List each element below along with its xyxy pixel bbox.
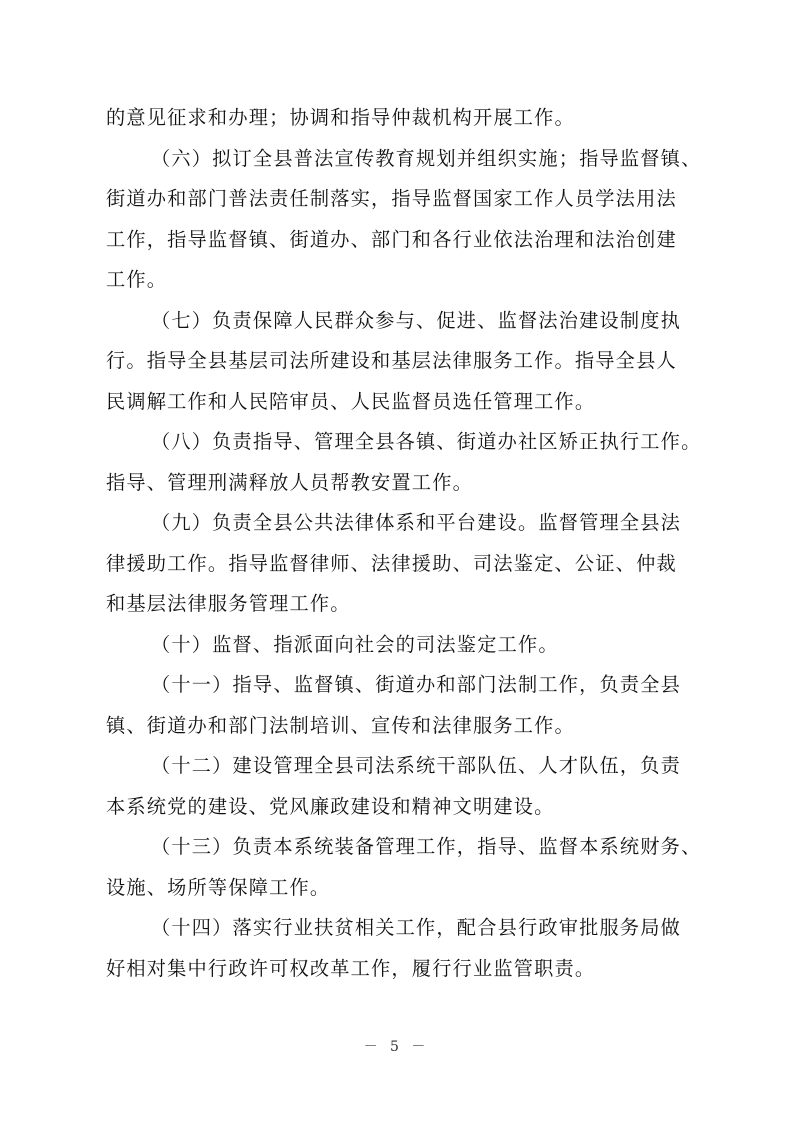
text-line: （八）负责指导、管理全县各镇、街道办社区矫正执行工作。 bbox=[151, 430, 702, 453]
text-line: 本系统党的建设、党风廉政建设和精神文明建设。 bbox=[106, 794, 555, 818]
text-line: 设施、场所等保障工作。 bbox=[106, 875, 331, 899]
text-line: （六）拟订全县普法宣传教育规划并组织实施；指导监督镇、 bbox=[151, 146, 702, 170]
text-line: 和基层法律服务管理工作。 bbox=[106, 592, 351, 615]
text-line: 的意见征求和办理；协调和指导仲裁机构开展工作。 bbox=[106, 106, 575, 129]
text-line: 行。指导全县基层司法所建设和基层法律服务工作。指导全县人 bbox=[106, 349, 677, 372]
page-number: － 5 － bbox=[363, 1039, 430, 1055]
text-line: （十）监督、指派面向社会的司法鉴定工作。 bbox=[151, 632, 559, 656]
text-line: 律援助工作。指导监督律师、法律援助、司法鉴定、公证、仲裁 bbox=[106, 551, 677, 575]
text-line: （九）负责全县公共法律体系和平台建设。监督管理全县法 bbox=[151, 511, 682, 534]
text-line: （十一）指导、监督镇、街道办和部门法制工作，负责全县 bbox=[151, 673, 682, 696]
text-line: （十三）负责本系统装备管理工作，指导、监督本系统财务、 bbox=[151, 835, 702, 858]
text-line: 工作。 bbox=[106, 268, 168, 291]
text-line: 镇、街道办和部门法制培训、宣传和法律服务工作。 bbox=[106, 713, 575, 737]
text-line: 好相对集中行政许可权改革工作，履行行业监管职责。 bbox=[106, 956, 596, 980]
text-line: （十二）建设管理全县司法系统干部队伍、人才队伍，负责 bbox=[151, 754, 682, 777]
text-line: 工作，指导监督镇、街道办、部门和各行业依法治理和法治创建 bbox=[106, 227, 677, 251]
body-text bbox=[106, 98, 702, 989]
text-line: 民调解工作和人民陪审员、人民监督员选任管理工作。 bbox=[106, 389, 596, 413]
text-line: （十四）落实行业扶贫相关工作，配合县行政审批服务局做 bbox=[151, 916, 682, 939]
text-line: （七）负责保障人民群众参与、促进、监督法治建设制度执 bbox=[151, 308, 682, 332]
text-line: 指导、管理刑满释放人员帮教安置工作。 bbox=[106, 470, 473, 494]
text-line: 街道办和部门普法责任制落实，指导监督国家工作人员学法用法 bbox=[106, 187, 677, 210]
